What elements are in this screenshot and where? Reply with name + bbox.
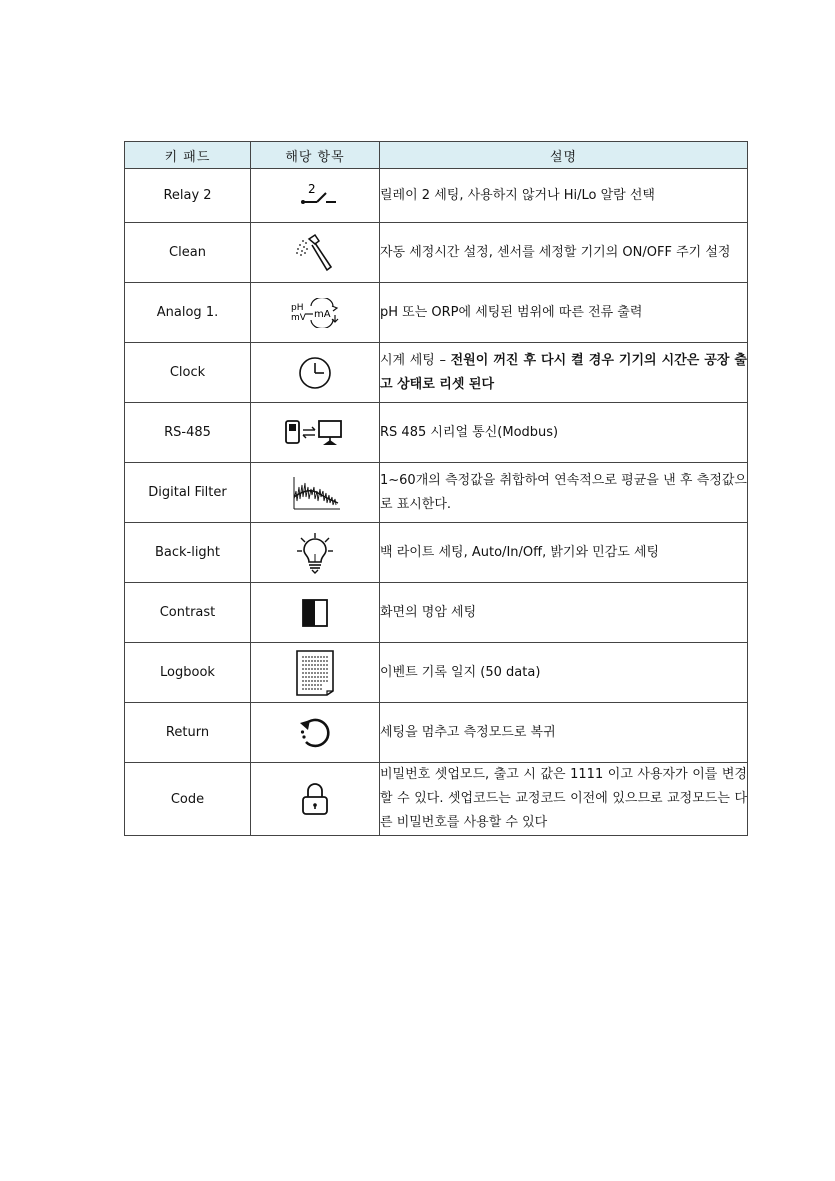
table-row xyxy=(125,343,748,403)
key-label: Digital Filter xyxy=(125,463,251,523)
keypad-table xyxy=(124,141,748,836)
contrast-icon xyxy=(300,597,330,629)
table-header-row xyxy=(125,142,748,169)
description: 릴레이 2 세팅, 사용하지 않거나 Hi/Lo 알람 선택 xyxy=(380,169,748,223)
key-label: Relay 2 xyxy=(125,169,251,223)
return-arrow-icon xyxy=(297,715,333,751)
description: 백 라이트 세팅, Auto/In/Off, 밝기와 민감도 세팅 xyxy=(380,523,748,583)
key-label: Logbook xyxy=(125,643,251,703)
logbook-icon xyxy=(293,649,337,697)
noisy-signal-icon xyxy=(288,473,342,513)
header-description: 설명 xyxy=(380,142,748,169)
table-row xyxy=(125,643,748,703)
light-bulb-icon xyxy=(295,532,335,574)
device-to-computer-icon xyxy=(282,417,348,449)
key-label: Clock xyxy=(125,343,251,403)
key-label: Code xyxy=(125,763,251,836)
description: 자동 세정시간 설정, 센서를 세정할 기기의 ON/OFF 주기 설정 xyxy=(380,223,748,283)
clock-icon xyxy=(297,355,333,391)
table-row xyxy=(125,583,748,643)
key-label: Clean xyxy=(125,223,251,283)
description: 비밀번호 셋업모드, 출고 시 값은 1111 이고 사용자가 이를 변경할 수 있다. 셋업코드는 교정코드 이전에 있으므로 교정모드는 다른 비밀번호를 사용할 수 있다 xyxy=(380,763,748,836)
table-row xyxy=(125,403,748,463)
header-item: 해당 항목 xyxy=(251,142,380,169)
table-row xyxy=(125,223,748,283)
key-label: Contrast xyxy=(125,583,251,643)
table-row xyxy=(125,523,748,583)
key-label: RS-485 xyxy=(125,403,251,463)
description: 세팅을 멈추고 측정모드로 복귀 xyxy=(380,703,748,763)
key-label: Analog 1. xyxy=(125,283,251,343)
description: RS 485 시리얼 통신(Modbus) xyxy=(380,403,748,463)
svg-text:mV: mV xyxy=(291,312,306,323)
svg-text:mA: mA xyxy=(314,308,331,320)
table-row xyxy=(125,463,748,523)
spray-nozzle-icon xyxy=(293,233,337,273)
svg-text:pH: pH xyxy=(291,302,304,313)
table-row xyxy=(125,703,748,763)
relay-2-icon xyxy=(290,181,340,211)
header-keypad: 키 패드 xyxy=(125,142,251,169)
table-row xyxy=(125,283,748,343)
ph-mv-to-ma-icon xyxy=(289,298,341,328)
key-label: Back-light xyxy=(125,523,251,583)
svg-text:2: 2 xyxy=(308,181,316,196)
description: pH 또는 ORP에 세팅된 범위에 따른 전류 출력 xyxy=(380,283,748,343)
padlock-icon xyxy=(299,781,331,817)
table-row xyxy=(125,169,748,223)
key-label: Return xyxy=(125,703,251,763)
description: 이벤트 기록 일지 (50 data) xyxy=(380,643,748,703)
table-row xyxy=(125,763,748,836)
description: 시계 세팅 – 전원이 꺼진 후 다시 켤 경우 기기의 시간은 공장 출고 상태로 리셋 된다 xyxy=(380,343,748,403)
description: 1~60개의 측정값을 취합하여 연속적으로 평균을 낸 후 측정값으로 표시한다. xyxy=(380,463,748,523)
description: 화면의 명암 세팅 xyxy=(380,583,748,643)
